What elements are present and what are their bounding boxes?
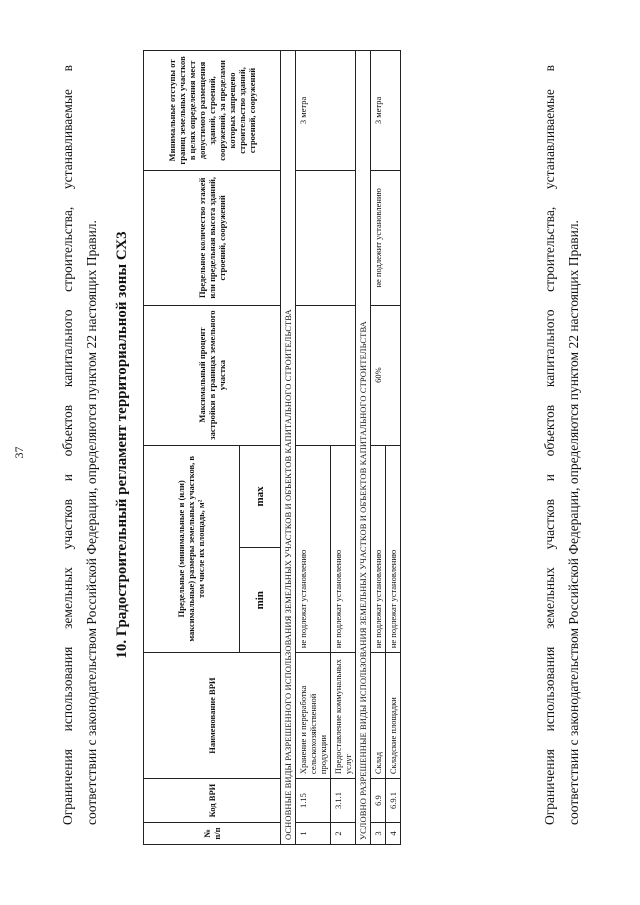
header-percent: Максимальный процент застройки в границах земельного участка [144,305,281,445]
table-row: 1 1.15 Хранение и переработка сельскохозяйственной продукции не подлежат установлению 3 метра [296,51,331,845]
header-max: max [239,445,280,548]
paragraph-line: соответствии с законодательством Российской Федерации, определяются пунктом 22 настоящих Правил. [84,220,99,825]
header-name: Наименование ВРИ [144,653,281,779]
header-code: Код ВРИ [144,779,281,823]
restrictions-paragraph-top [56,65,104,825]
table-row: 4 6.9.1 Складские площадки не подлежат установлению [386,51,401,845]
section-row-main: ОСНОВНЫЕ ВИДЫ РАЗРЕШЕННОГО ИСПОЛЬЗОВАНИЯ ЗЕМЕЛЬНЫХ УЧАСТКОВ И ОБЪЕКТОВ КАПИТАЛЬНОГО СТРОИТЕЛЬСТВА [281,51,296,845]
table-row: 2 3.1.1 Предоставление коммунальных услуг не подлежат установлению [331,51,356,845]
header-floors: Предельное количество этажей или предельная высота зданий, строений, сооружений [144,170,281,305]
header-min: min [239,548,280,653]
header-size: Предельные (минимальные и (или) максимальные) размеры земельных участков, в том числе их площадь, м² [144,445,240,653]
section-heading: 10. Градостроительный регламент территориальной зоны СХ3 [114,231,130,659]
paragraph-line-justified: Ограничения использования земельных участков и объектов капитального строительства, устанавливаемые в [542,65,557,825]
header-setbacks: Минимальные отступы от границ земельных участков в целях определения мест допустимого размещения зданий, строений, сооружений, за пределами которых запрещено строительство зданий, строений, сооружений [144,51,281,171]
regulation-table [143,50,401,845]
header-num: № п/п [144,823,281,845]
paragraph-line-justified: Ограничения использования земельных участков и объектов капитального строительства, устанавливаемые в [60,65,75,825]
table-header-row [144,51,240,845]
section-row-conditional: УСЛОВНО РАЗРЕШЕННЫЕ ВИДЫ ИСПОЛЬЗОВАНИЯ ЗЕМЕЛЬНЫХ УЧАСТКОВ И ОБЪЕКТОВ КАПИТАЛЬНОГО СТРОИТЕЛЬСТВА [356,51,371,845]
paragraph-line: соответствии с законодательством Российской Федерации, определяются пунктом 22 настоящих Правил. [566,220,581,825]
table-row: 3 6.9 Склад не подлежат установлению 60% не подлежит установлению 3 метра [371,51,386,845]
page-number: 37 [12,446,26,459]
restrictions-paragraph-bottom [538,65,586,825]
